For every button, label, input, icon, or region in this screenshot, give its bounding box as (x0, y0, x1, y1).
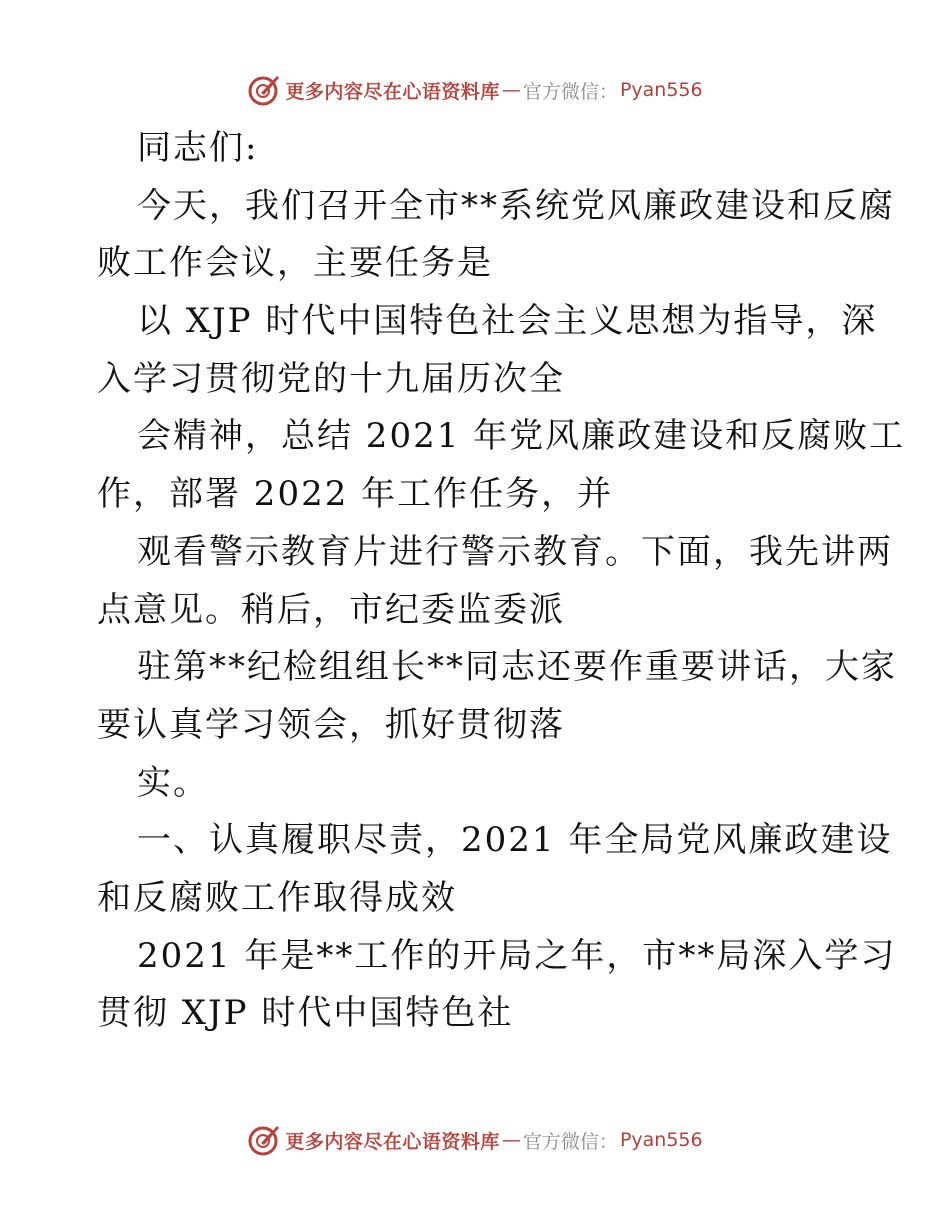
body-line: 实。 (137, 762, 209, 803)
watermark-label: 官方微信： (522, 80, 618, 103)
body-line: 2021 年是**工作的开局之年，市**局深入学习 (137, 935, 897, 976)
watermark-brand: 更多内容尽在心语资料库 (285, 1130, 500, 1153)
body-line: 贯彻 XJP 时代中国特色社 (97, 993, 514, 1034)
watermark-header (0, 70, 950, 110)
body-line: 驻第**纪检组组长**同志还要作重要讲话，大家 (137, 647, 897, 688)
watermark-brand: 更多内容尽在心语资料库 (285, 80, 500, 103)
body-line: 入学习贯彻党的十九届历次全 (97, 358, 565, 399)
quill-logo-icon (247, 1123, 281, 1157)
watermark-wechat-id: Pyan556 (619, 79, 703, 101)
body-line: 作，部署 2022 年工作任务，并 (97, 474, 614, 515)
body-line: 会精神，总结 2021 年党风廉政建设和反腐败工 (137, 416, 906, 457)
body-line: 同志们: (137, 128, 259, 168)
quill-logo-icon (247, 73, 281, 107)
body-line: 要认真学习领会，抓好贯彻落 (97, 704, 565, 745)
body-line: 败工作会议，主要任务是 (97, 243, 493, 284)
watermark-separator: — (501, 79, 521, 101)
watermark-wechat-id: Pyan556 (619, 1129, 703, 1151)
body-line: 观看警示教育片进行警示教育。下面，我先讲两 (137, 531, 893, 572)
watermark-label: 官方微信： (522, 1130, 618, 1153)
watermark-separator: — (501, 1129, 521, 1151)
section-heading-continued: 和反腐败工作取得成效 (97, 877, 457, 918)
body-line: 点意见。稍后，市纪委监委派 (97, 589, 565, 630)
body-line: 以 XJP 时代中国特色社会主义思想为指导，深 (137, 301, 878, 342)
watermark-footer (0, 1120, 950, 1160)
body-line: 今天，我们召开全市**系统党风廉政建设和反腐 (137, 185, 895, 226)
document-body (97, 120, 906, 1043)
section-heading: 一、认真履职尽责，2021 年全局党风廉政建设 (137, 820, 893, 861)
